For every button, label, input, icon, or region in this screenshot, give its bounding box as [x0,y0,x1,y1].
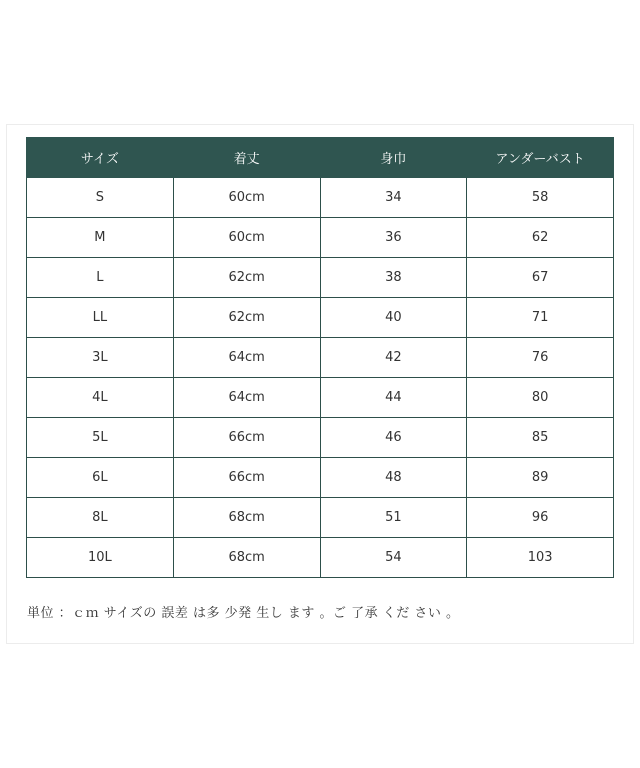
length-cell: 64cm [173,378,320,418]
table-row [27,178,614,218]
table-row [27,538,614,578]
underbust-cell: 67 [467,258,614,298]
size-cell: 10L [27,538,174,578]
table-row [27,418,614,458]
size-cell: 4L [27,378,174,418]
table-row [27,338,614,378]
width-cell: 54 [320,538,467,578]
width-cell: 44 [320,378,467,418]
width-cell: 48 [320,458,467,498]
header-size: サイズ [27,138,174,178]
underbust-cell: 71 [467,298,614,338]
table-header [27,138,614,178]
underbust-cell: 58 [467,178,614,218]
header-row [27,138,614,178]
width-cell: 46 [320,418,467,458]
underbust-cell: 89 [467,458,614,498]
width-cell: 42 [320,338,467,378]
width-cell: 40 [320,298,467,338]
header-length: 着丈 [173,138,320,178]
length-cell: 68cm [173,498,320,538]
width-cell: 34 [320,178,467,218]
length-cell: 68cm [173,538,320,578]
size-chart-table [26,137,614,578]
size-cell: S [27,178,174,218]
table-row [27,498,614,538]
length-cell: 64cm [173,338,320,378]
size-cell: LL [27,298,174,338]
width-cell: 36 [320,218,467,258]
table-row [27,258,614,298]
length-cell: 66cm [173,418,320,458]
table-row [27,378,614,418]
width-cell: 51 [320,498,467,538]
table-row [27,218,614,258]
length-cell: 60cm [173,218,320,258]
size-cell: L [27,258,174,298]
underbust-cell: 103 [467,538,614,578]
size-cell: 5L [27,418,174,458]
underbust-cell: 85 [467,418,614,458]
width-cell: 38 [320,258,467,298]
table-body [27,178,614,578]
underbust-cell: 80 [467,378,614,418]
size-cell: 3L [27,338,174,378]
length-cell: 66cm [173,458,320,498]
table-row [27,458,614,498]
size-cell: M [27,218,174,258]
length-cell: 62cm [173,298,320,338]
underbust-cell: 62 [467,218,614,258]
underbust-cell: 96 [467,498,614,538]
underbust-cell: 76 [467,338,614,378]
header-underbust: アンダーバスト [467,138,614,178]
length-cell: 62cm [173,258,320,298]
length-cell: 60cm [173,178,320,218]
size-note: 単位 ：ｃｍ サイズの 誤差 は多 少発 生し ます 。ご 了承 くだ さい 。 [27,606,460,621]
table-row [27,298,614,338]
size-cell: 6L [27,458,174,498]
header-width: 身巾 [320,138,467,178]
size-cell: 8L [27,498,174,538]
